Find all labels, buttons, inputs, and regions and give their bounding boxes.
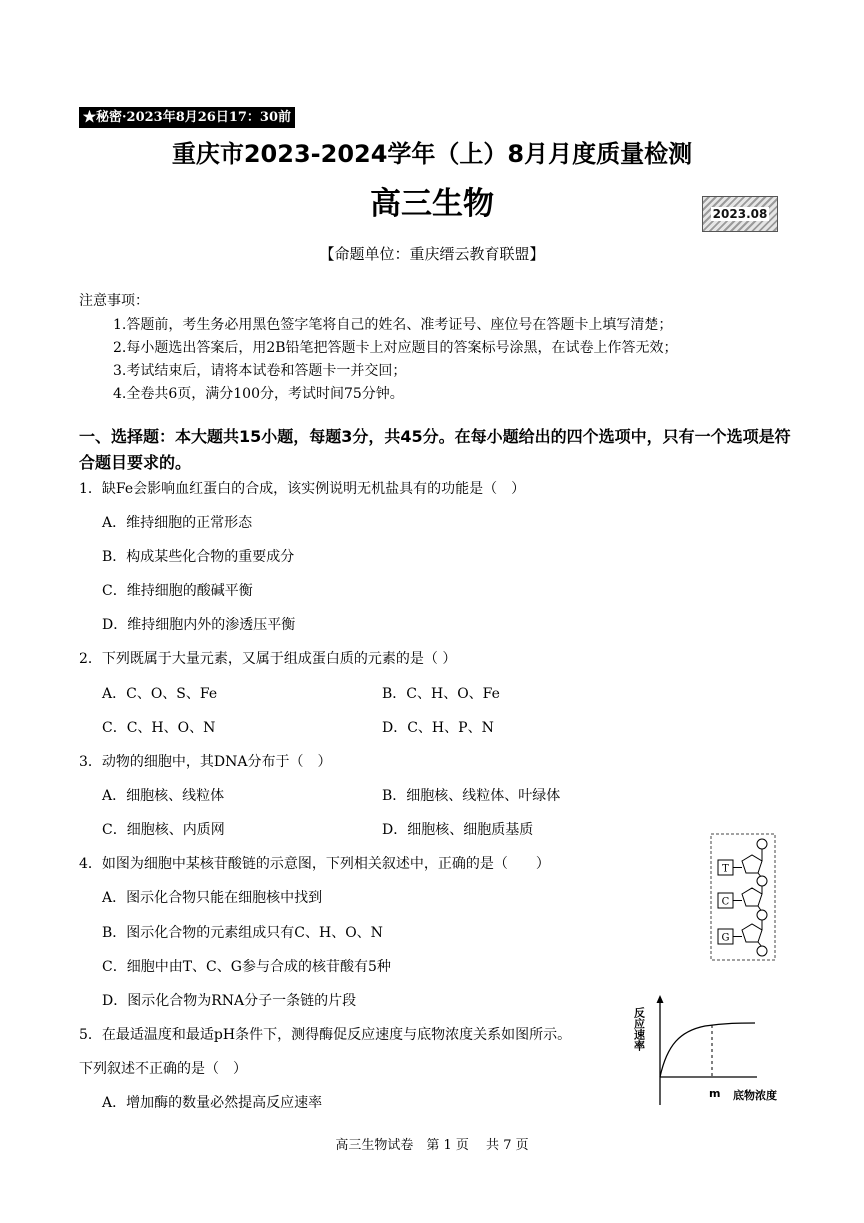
answer-option: A．细胞核、线粒体: [102, 788, 225, 804]
base-label: T: [722, 863, 729, 875]
answer-option: C．维持细胞的酸碱平衡: [102, 583, 253, 599]
answer-option: B．细胞核、线粒体、叶绿体: [382, 788, 561, 804]
question-stem: 2．下列既属于大量元素，又属于组成蛋白质的元素的是（ ）: [79, 651, 457, 667]
question-stem: 1．缺Fe会影响血红蛋白的合成，该实例说明无机盐具有的功能是（ ）: [79, 481, 526, 497]
base-label: C: [721, 896, 730, 908]
confidential-banner: ★秘密·2023年8月26日17：30前: [79, 107, 295, 128]
subject-title: 高三生物: [370, 186, 494, 222]
base-label: G: [721, 932, 730, 944]
answer-option: C．细胞中由T、C、G参与合成的核苷酸有5种: [102, 959, 391, 975]
answer-option: C．细胞核、内质网: [102, 822, 225, 838]
section-heading: 一、选择题：本大题共15小题，每题3分，共45分。在每小题给出的四个选项中，只有一个选项是符合题目要求的。: [79, 427, 791, 472]
m-marker-label: m: [709, 1087, 721, 1100]
answer-option: A．维持细胞的正常形态: [102, 515, 253, 531]
date-stamp: [702, 196, 778, 232]
page-footer: 高三生物试卷 第 1 页 共 7 页: [335, 1138, 529, 1153]
question-stem: 3．动物的细胞中，其DNA分布于（ ）: [79, 754, 332, 770]
answer-option: A．增加酶的数量必然提高反应速率: [102, 1095, 323, 1111]
note-item: 4.全卷共6页，满分100分，考试时间75分钟。: [113, 386, 404, 402]
question-stem: 5．在最适温度和最适pH条件下，测得酶促反应速度与底物浓度关系如图所示。: [79, 1027, 572, 1043]
answer-option: D．维持细胞内外的渗透压平衡: [102, 617, 296, 633]
answer-option: D．细胞核、细胞质基质: [382, 822, 534, 838]
note-item: 3.考试结束后，请将本试卷和答题卡一并交回；: [113, 363, 407, 379]
notes-title: 注意事项：: [79, 293, 149, 309]
enzyme-rate-figure: [632, 993, 790, 1113]
answer-option: A．图示化合物只能在细胞核中找到: [102, 890, 323, 906]
answer-option: D．图示化合物为RNA分子一条链的片段: [102, 993, 357, 1009]
answer-option: C．C、H、O、N: [102, 720, 216, 736]
x-axis-label: 底物浓度: [733, 1089, 777, 1102]
answer-option: D．C、H、P、N: [382, 720, 494, 736]
question-stem: 4．如图为细胞中某核苷酸链的示意图，下列相关叙述中，正确的是（ ）: [79, 856, 550, 872]
nucleotide-chain-figure: [710, 833, 776, 961]
note-item: 2.每小题选出答案后，用2B铅笔把答题卡上对应题目的答案标号涂黑，在试卷上作答无效；: [113, 340, 678, 356]
answer-option: B．构成某些化合物的重要成分: [102, 549, 295, 565]
date-stamp-text: 2023.08: [712, 207, 768, 221]
note-item: 1.答题前，考生务必用黑色签字笔将自己的姓名、准考证号、座位号在答题卡上填写清楚；: [113, 317, 673, 333]
answer-option: B．图示化合物的元素组成只有C、H、O、N: [102, 925, 383, 941]
answer-option: A．C、O、S、Fe: [102, 686, 218, 702]
y-axis-label: 反应速率: [632, 1007, 646, 1051]
issuing-unit: 【命题单位：重庆缙云教育联盟】: [319, 245, 545, 263]
answer-option: B．C、H、O、Fe: [382, 686, 500, 702]
question-stem-continued: 下列叙述不正确的是（ ）: [79, 1061, 247, 1077]
exam-title: 重庆市2023-2024学年（上）8月月度质量检测: [171, 140, 693, 168]
